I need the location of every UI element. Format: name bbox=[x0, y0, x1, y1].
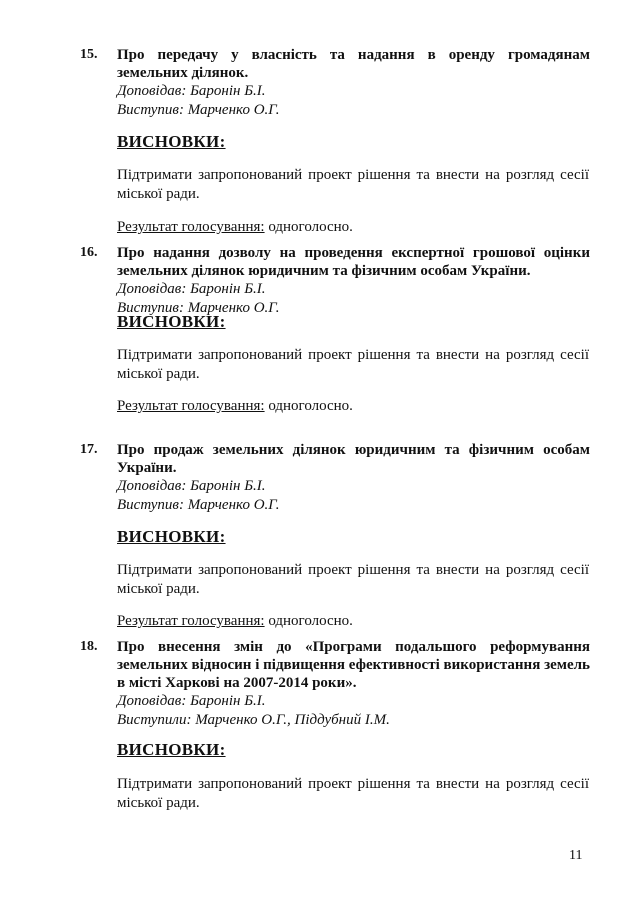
vote-value: одноголосно. bbox=[264, 219, 353, 235]
item-reporter: Доповідав: Баронін Б.І. bbox=[117, 478, 266, 494]
item-speaker: Виступив: Марченко О.Г. bbox=[117, 102, 280, 118]
agenda-item-16 bbox=[80, 244, 590, 318]
item-speaker: Виступив: Марченко О.Г. bbox=[117, 497, 280, 513]
agenda-item-18 bbox=[80, 638, 590, 730]
item-title: Про внесення змін до «Програми подальшого реформування земельних відносин і підвищення ефективності використання земель в місті Харкові на 2007-2014 роки». bbox=[117, 639, 590, 691]
vote-label: Результат голосування: bbox=[117, 398, 265, 414]
item-speaker: Виступили: Марченко О.Г., Піддубний І.М. bbox=[117, 712, 390, 728]
item-reporter: Доповідав: Баронін Б.І. bbox=[117, 83, 266, 99]
item-title: Про надання дозволу на проведення експертної грошової оцінки земельних ділянок юридичним та фізичним особам України. bbox=[117, 245, 590, 279]
vote-value: одноголосно. bbox=[264, 613, 353, 629]
vote-label: Результат голосування: bbox=[117, 613, 265, 629]
agenda-item-15 bbox=[80, 46, 590, 120]
vote-result bbox=[117, 613, 353, 630]
item-number: 18. bbox=[80, 639, 98, 654]
item-number: 15. bbox=[80, 47, 98, 62]
conclusion-heading: ВИСНОВКИ: bbox=[117, 132, 226, 151]
conclusion-heading: ВИСНОВКИ: bbox=[117, 740, 226, 759]
item-speaker: Виступив: Марченко О.Г. bbox=[117, 300, 280, 316]
vote-value: одноголосно. bbox=[264, 398, 353, 414]
item-title: Про передачу у власність та надання в оренду громадянам земельних ділянок. bbox=[117, 47, 590, 81]
vote-result bbox=[117, 398, 353, 415]
conclusion-text: Підтримати запропонований проект рішення та внести на розгляд сесії міської ради. bbox=[117, 562, 589, 597]
vote-result bbox=[117, 219, 353, 236]
item-number: 17. bbox=[80, 442, 98, 457]
item-title: Про продаж земельних ділянок юридичним та фізичним особам України. bbox=[117, 442, 590, 476]
conclusion-text: Підтримати запропонований проект рішення та внести на розгляд сесії міської ради. bbox=[117, 347, 589, 382]
conclusion-heading: ВИСНОВКИ: bbox=[117, 527, 226, 546]
item-reporter: Доповідав: Баронін Б.І. bbox=[117, 693, 266, 709]
conclusion-text: Підтримати запропонований проект рішення та внести на розгляд сесії міської ради. bbox=[117, 167, 589, 202]
vote-label: Результат голосування: bbox=[117, 219, 265, 235]
page-number: 11 bbox=[569, 848, 583, 863]
item-number: 16. bbox=[80, 245, 98, 260]
conclusion-text: Підтримати запропонований проект рішення та внести на розгляд сесії міської ради. bbox=[117, 776, 589, 811]
agenda-item-17 bbox=[80, 441, 590, 515]
item-reporter: Доповідав: Баронін Б.І. bbox=[117, 281, 266, 297]
conclusion-heading: ВИСНОВКИ: bbox=[117, 312, 226, 331]
